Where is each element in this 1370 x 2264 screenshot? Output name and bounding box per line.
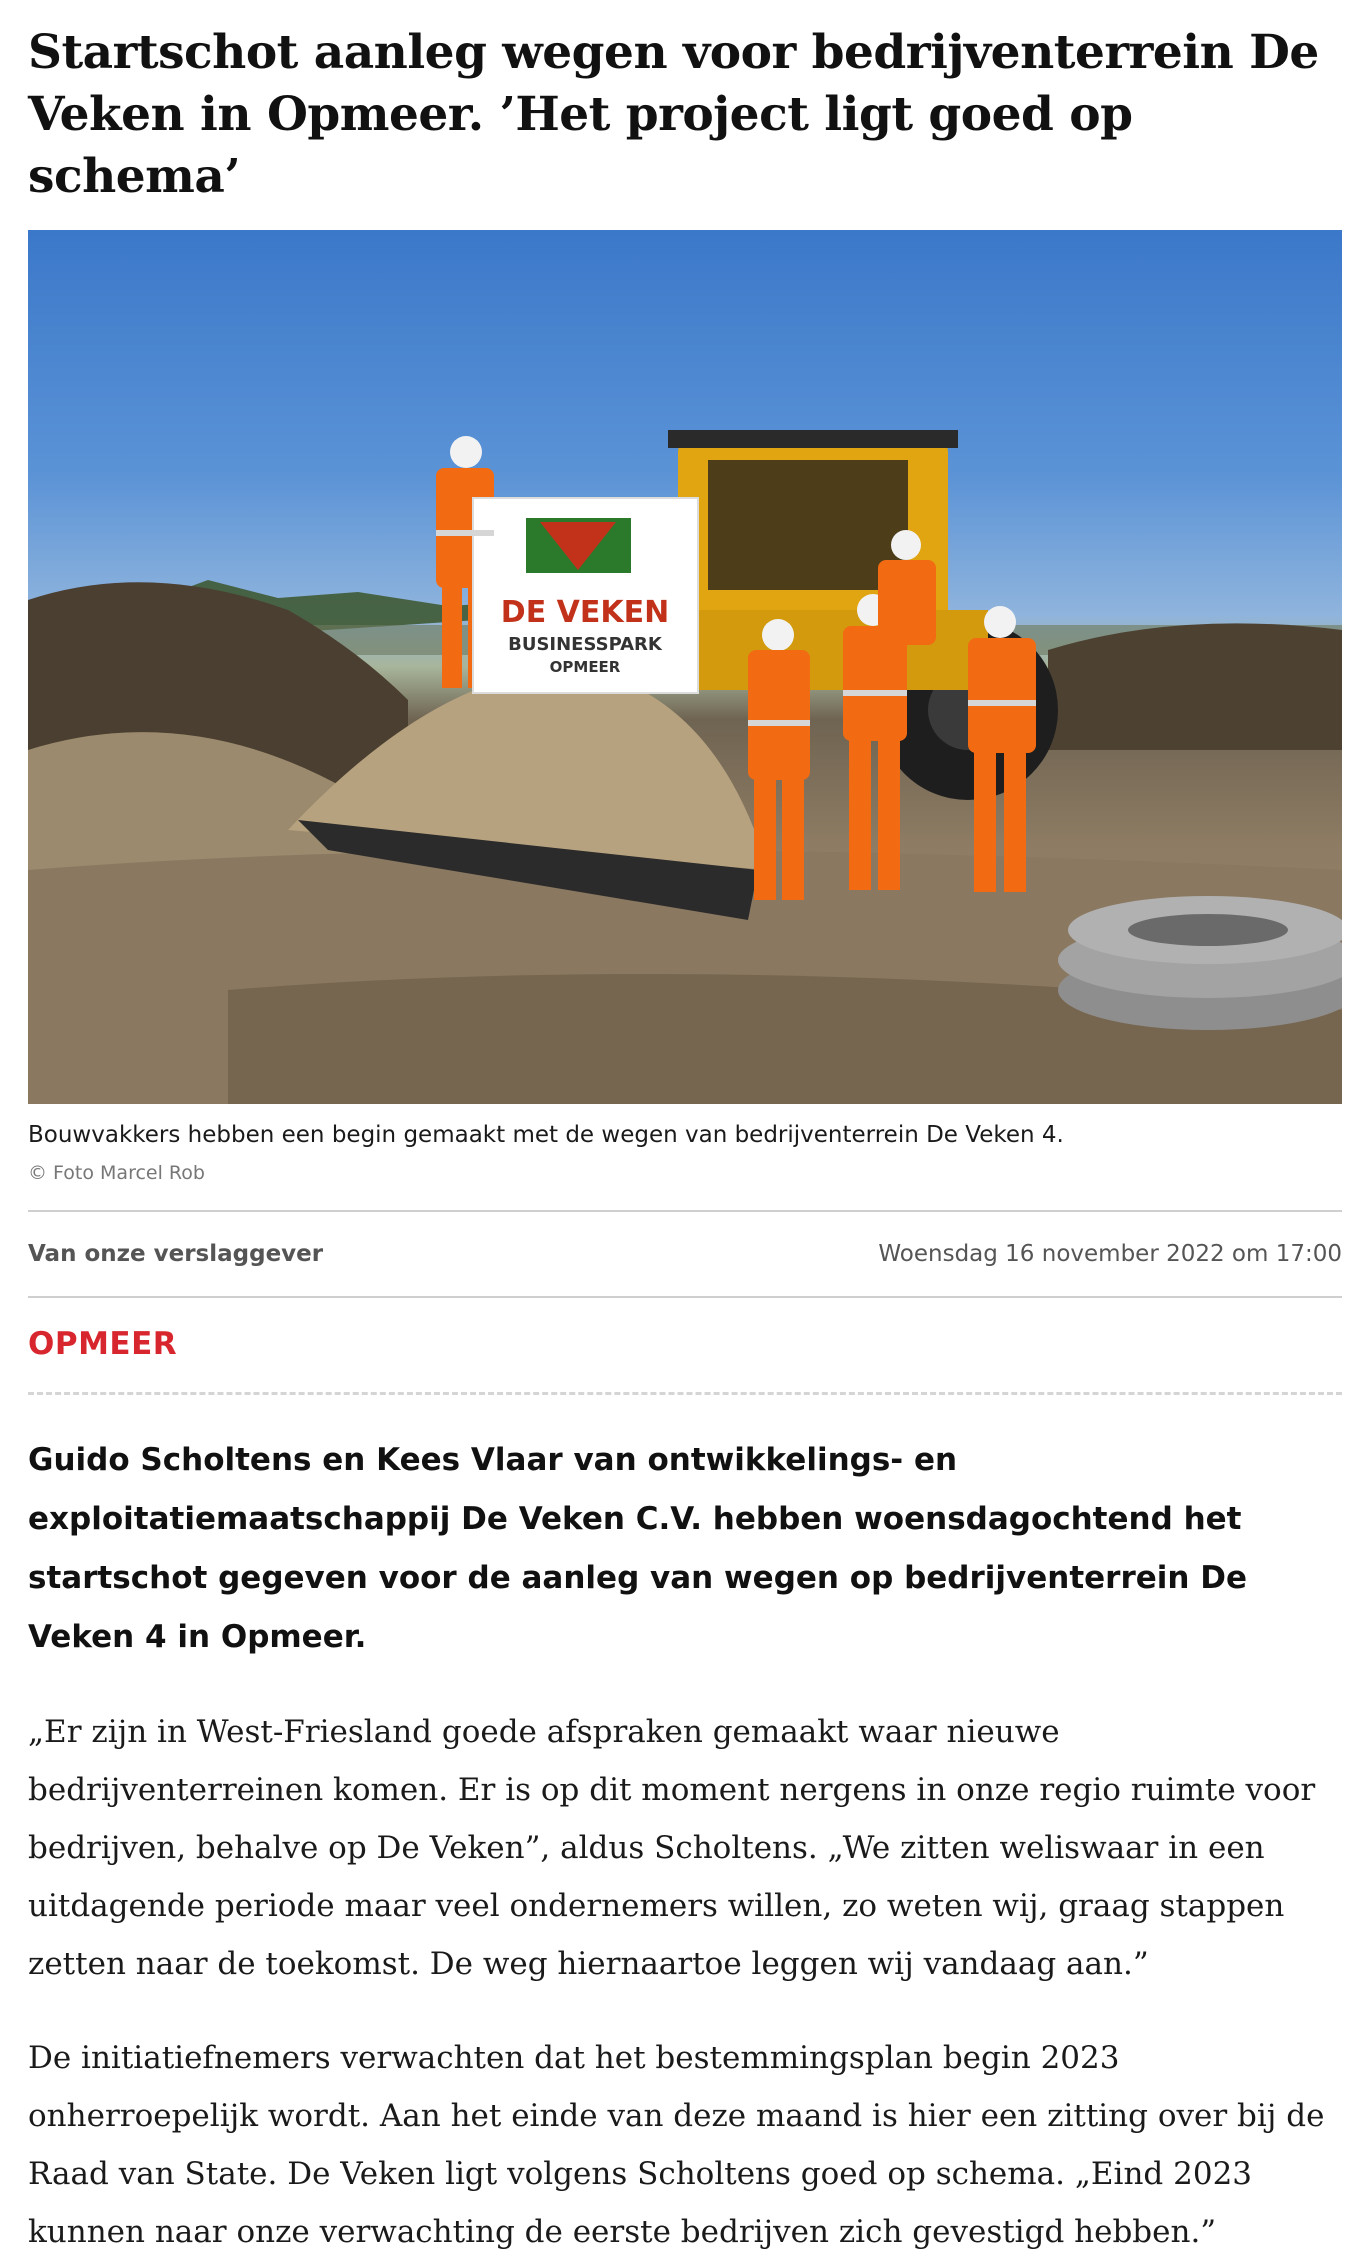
- article-paragraph: „Er zijn in West-Friesland goede afspraken gemaakt waar nieuwe bedrijventerreinen komen. Er is op dit moment nergens in onze regio ruimte voor bedrijven, behalve op De Veken”, aldus Scholtens. „We zitten weliswaar in een uitdagende periode maar veel ondernemers willen, zo weten wij, graag stappen zetten naar de toekomst. De weg hiernaartoe leggen wij vandaag aan.”: [28, 1714, 1316, 1982]
- photo-credit: © Foto Marcel Rob: [28, 1162, 205, 1184]
- sign-line-1: DE VEKEN: [500, 595, 670, 630]
- article: [28, 0, 1342, 2261]
- article-meta-bar: [28, 1210, 1342, 1298]
- article-date: Woensdag 16 november 2022 om 17:00: [878, 1241, 1342, 1267]
- article-photo[interactable]: [28, 230, 1342, 1104]
- article-paragraph: De initiatiefnemers verwachten dat het bestemmingsplan begin 2023 onherroepelijk wordt. Aan het einde van deze maand is hier een zitting over bij de Raad van State. De Veken ligt volgens Scholtens goed op schema. „Eind 2023 kunnen naar onze verwachting de eerste bedrijven zich gevestigd hebben.”: [28, 2040, 1325, 2250]
- sign-line-3: OPMEER: [549, 658, 621, 676]
- article-dateline[interactable]: OPMEER: [28, 1326, 178, 1362]
- sign-line-2: BUSINESSPARK: [508, 634, 662, 655]
- dashed-divider: [28, 1392, 1342, 1395]
- photo-caption: Bouwvakkers hebben een begin gemaakt met de wegen van bedrijventerrein De Veken 4.: [28, 1122, 1064, 1148]
- article-headline: Startschot aanleg wegen voor bedrijventerrein De Veken in Opmeer. ’Het project ligt goed op schema’: [28, 25, 1319, 204]
- article-lead: Guido Scholtens en Kees Vlaar van ontwikkelings- en exploitatiemaatschappij De Veken C.V. hebben woensdagochtend het startschot gegeven voor de aanleg van wegen op bedrijventerrein De Veken 4 in Opmeer.: [28, 1442, 1248, 1655]
- construction-scene-illustration: [28, 230, 1342, 1104]
- article-author: Van onze verslaggever: [28, 1241, 324, 1267]
